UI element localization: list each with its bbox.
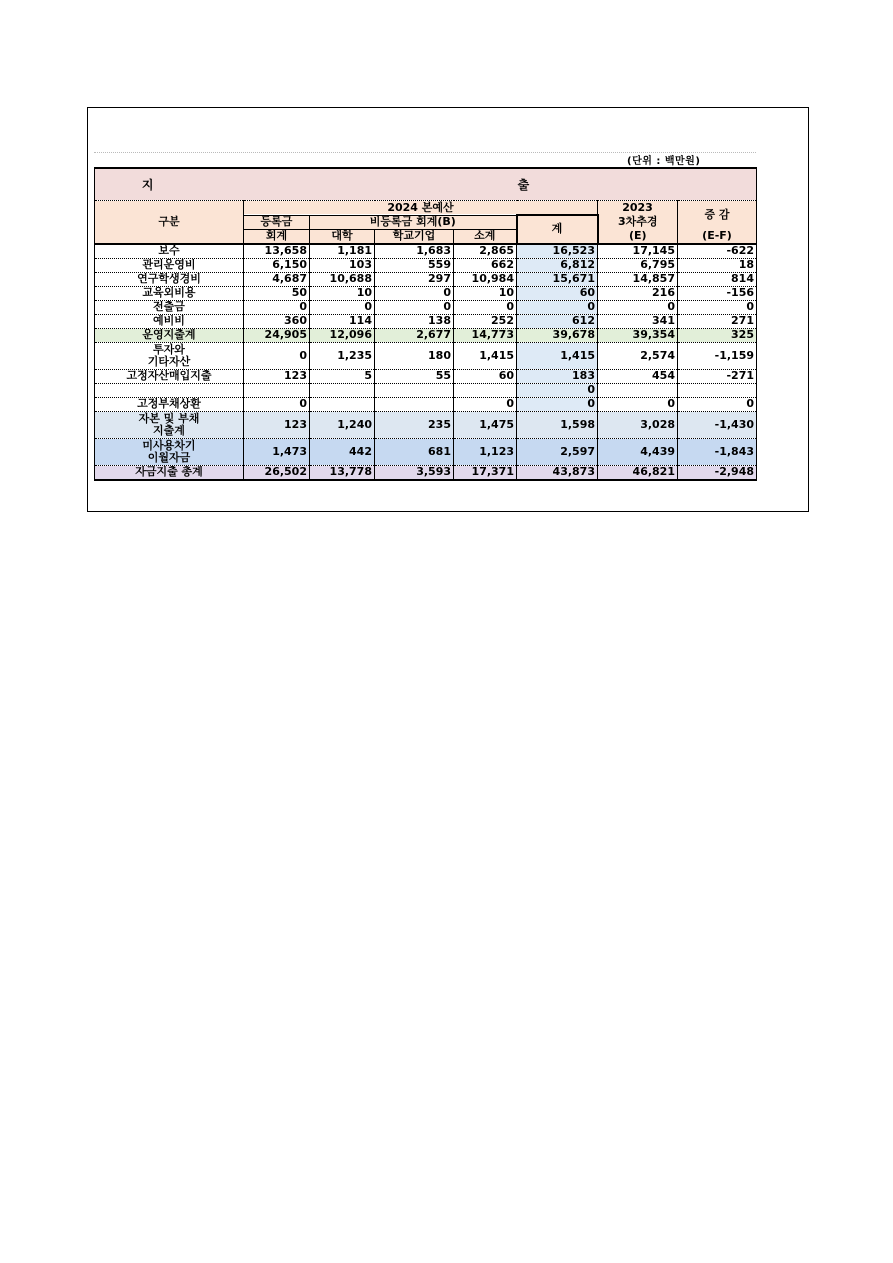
industry-cell: 180 [375,342,454,369]
prev-cell: 216 [598,286,678,300]
industry-cell: 559 [375,258,454,272]
row-label: 교육외비용 [95,286,244,300]
empty-cell [375,397,454,411]
prev-cell: 454 [598,369,678,383]
subtotal-cell: 17,371 [454,465,517,480]
industry-cell: 681 [375,438,454,465]
subtotal-cell: 60 [454,369,517,383]
empty-cell [310,383,375,397]
capital-total-row [95,411,757,438]
tuition-cell: 123 [244,411,310,438]
prev-cell: 4,439 [598,438,678,465]
row-label: 운영지출계 [95,328,244,342]
total-cell: 1,415 [517,342,598,369]
diff-cell: -1,430 [678,411,757,438]
tuition-header: 등록금 [244,215,310,229]
row-label-line2: 기타자산 [147,354,191,368]
diff-sub-header: (E-F) [678,229,757,244]
tuition-cell: 50 [244,286,310,300]
university-cell: 13,778 [310,465,375,480]
tuition-cell: 0 [244,342,310,369]
total-cell: 2,597 [517,438,598,465]
subtotal-cell: 10 [454,286,517,300]
row-label: 예비비 [95,314,244,328]
tuition-cell: 26,502 [244,465,310,480]
university-cell: 0 [310,300,375,314]
university-cell: 1,181 [310,244,375,259]
total-cell: 6,812 [517,258,598,272]
university-cell: 103 [310,258,375,272]
unit-note: (단위 : 백만원) [627,156,701,167]
row-label [95,411,244,438]
prev-cell: 6,795 [598,258,678,272]
row-label-line2: 지출계 [153,423,185,437]
table-row [95,244,757,259]
subtotal-cell: 1,123 [454,438,517,465]
row-label-line2: 이월자금 [147,450,191,464]
row-label-line1: 투자와 [153,342,185,356]
total-header: 계 [517,215,598,244]
university-cell: 1,240 [310,411,375,438]
total-cell: 15,671 [517,272,598,286]
table-row [95,342,757,369]
prev-cell: 17,145 [598,244,678,259]
row-label-line1: 자본 및 부채 [138,411,200,425]
empty-cell [454,383,517,397]
total-cell: 612 [517,314,598,328]
industry-cell: 138 [375,314,454,328]
total-cell: 0 [517,383,598,397]
diff-cell: 0 [678,397,757,411]
row-label: 고정자산매입지출 [95,369,244,383]
diff-cell: 325 [678,328,757,342]
category-header: 구분 [95,201,244,244]
table-row [95,258,757,272]
total-cell: 0 [517,300,598,314]
tuition-cell: 4,687 [244,272,310,286]
diff-cell: -1,843 [678,438,757,465]
prev-revision-header: 3차추경 [598,215,678,229]
prev-cell: 0 [598,300,678,314]
subtotal-header: 소계 [454,229,517,244]
empty-cell [310,397,375,411]
industry-cell: 2,677 [375,328,454,342]
industry-cell: 1,683 [375,244,454,259]
prev-cell: 14,857 [598,272,678,286]
total-cell: 183 [517,369,598,383]
table-title: 지 출 [95,168,757,201]
tuition-cell: 1,473 [244,438,310,465]
university-cell: 12,096 [310,328,375,342]
subtotal-cell: 1,415 [454,342,517,369]
tuition-sub-header: 회계 [244,229,310,244]
university-header: 대학 [310,229,375,244]
diff-cell: 0 [678,300,757,314]
total-cell: 43,873 [517,465,598,480]
industry-cell: 3,593 [375,465,454,480]
table-row [95,300,757,314]
total-cell: 1,598 [517,411,598,438]
prev-cell: 3,028 [598,411,678,438]
subtotal-cell: 0 [454,397,517,411]
university-cell: 10,688 [310,272,375,286]
row-label: 전출금 [95,300,244,314]
table-row [95,314,757,328]
total-cell: 39,678 [517,328,598,342]
prev-cell: 0 [598,397,678,411]
industry-cell: 235 [375,411,454,438]
diff-cell: -622 [678,244,757,259]
row-label-line1: 미사용차기 [142,438,196,452]
empty-cell [598,383,678,397]
row-label: 관리운영비 [95,258,244,272]
table-row [95,272,757,286]
grand-total-row [95,465,757,480]
industry-header: 학교기업 [375,229,454,244]
university-cell: 5 [310,369,375,383]
subtotal-cell: 662 [454,258,517,272]
table-row [95,383,757,397]
industry-cell: 0 [375,300,454,314]
tuition-cell: 360 [244,314,310,328]
row-label: 보수 [95,244,244,259]
header-row-1 [95,201,757,216]
subtotal-cell: 0 [454,300,517,314]
university-cell: 442 [310,438,375,465]
diff-cell: 271 [678,314,757,328]
diff-cell: -271 [678,369,757,383]
subtotal-cell: 2,865 [454,244,517,259]
tuition-cell: 24,905 [244,328,310,342]
table-row [95,286,757,300]
empty-cell [244,383,310,397]
diff-cell: -156 [678,286,757,300]
tuition-cell: 0 [244,300,310,314]
row-label: 연구학생경비 [95,272,244,286]
industry-cell: 55 [375,369,454,383]
title-row [95,168,757,201]
industry-cell: 0 [375,286,454,300]
table-row [95,369,757,383]
row-label [95,438,244,465]
prev-cell: 46,821 [598,465,678,480]
table-row [95,397,757,411]
row-label: 고정부채상환 [95,397,244,411]
prev-cell: 2,574 [598,342,678,369]
diff-cell: -2,948 [678,465,757,480]
total-cell: 16,523 [517,244,598,259]
row-label [95,342,244,369]
prev-year-header: 2023 [598,201,678,216]
subtotal-cell: 14,773 [454,328,517,342]
subtotal-cell: 10,984 [454,272,517,286]
industry-cell: 297 [375,272,454,286]
budget-2024-header: 2024 본예산 [244,201,598,216]
empty-cell [678,383,757,397]
diff-cell: -1,159 [678,342,757,369]
prev-cell: 39,354 [598,328,678,342]
tuition-cell: 123 [244,369,310,383]
university-cell: 114 [310,314,375,328]
tuition-cell: 0 [244,397,310,411]
subtotal-cell: 252 [454,314,517,328]
tuition-cell: 6,150 [244,258,310,272]
non-tuition-header: 비등록금 회계(B) [310,215,517,229]
tuition-cell: 13,658 [244,244,310,259]
prev-cell: 341 [598,314,678,328]
diff-cell: 814 [678,272,757,286]
diff-header: 증 감 [678,201,757,230]
total-cell: 60 [517,286,598,300]
carryover-row [95,438,757,465]
diff-cell: 18 [678,258,757,272]
subtotal-cell: 1,475 [454,411,517,438]
empty-cell [95,383,244,397]
prev-e-header: (E) [598,229,678,244]
row-label: 자금지출 총계 [95,465,244,480]
university-cell: 10 [310,286,375,300]
expenditure-table [94,167,757,481]
university-cell: 1,235 [310,342,375,369]
total-cell: 0 [517,397,598,411]
operating-total-row [95,328,757,342]
empty-cell [375,383,454,397]
